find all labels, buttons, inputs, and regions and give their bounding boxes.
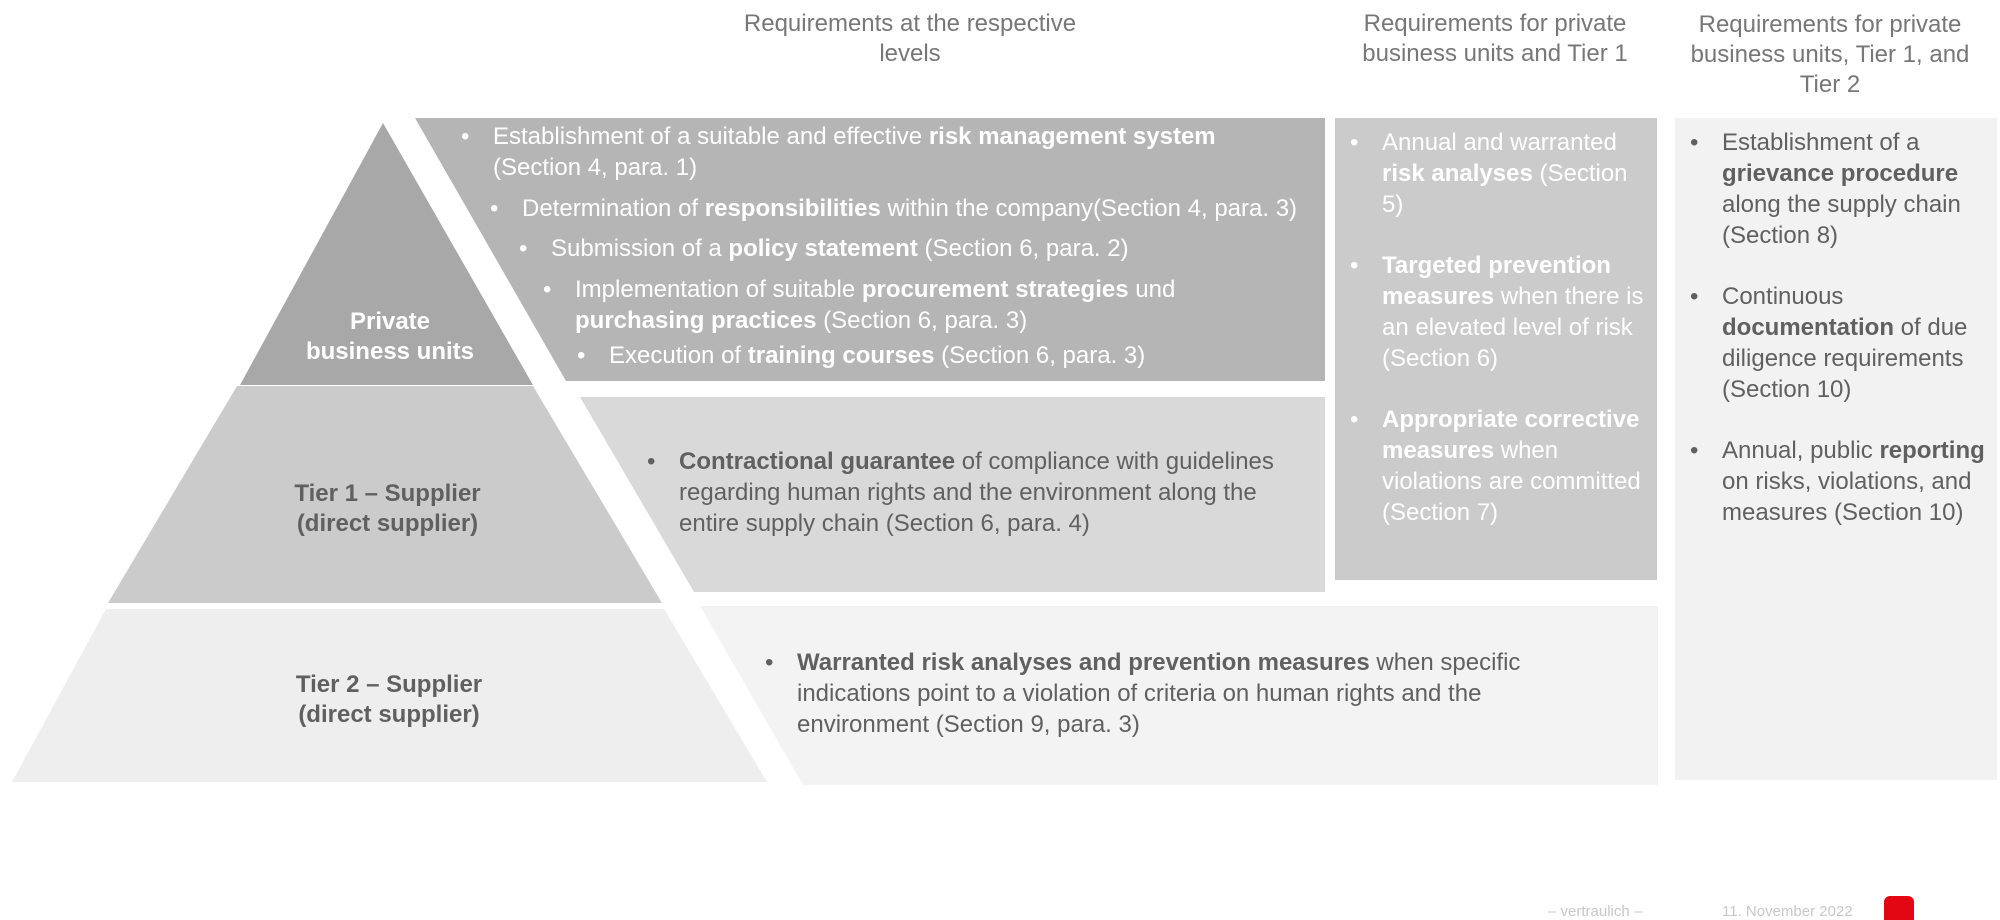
private-requirement-item: [509, 233, 1331, 264]
requirement-keyword: grievance procedure: [1722, 160, 1959, 187]
private-requirement-item: [480, 193, 1382, 224]
requirement-reference: (Section 6, para. 3): [934, 342, 1146, 369]
requirement-text: Annual, public: [1722, 437, 1880, 464]
header-tier1: Requirements for private business units and Tier 1: [1362, 10, 1628, 67]
pyramid-label-tier2-line1: Tier 2 – Supplier: [295, 671, 483, 698]
requirement-text: Implementation of suitable: [575, 276, 862, 303]
private-requirement-item: [451, 121, 1273, 183]
requirement-keyword: risk analyses: [1382, 160, 1533, 187]
tier2-column-list: [1680, 127, 1995, 528]
requirement-text: Submission of a: [551, 235, 729, 262]
tier2-column-item: [1680, 435, 1995, 528]
footer-confidential: – vertraulich –: [1548, 903, 1643, 920]
tier2-column-item: [1680, 281, 1995, 405]
requirement-text: Establishment of a suitable and effective: [493, 123, 929, 150]
requirement-text: Execution of: [609, 342, 748, 369]
header-levels: Requirements at the respective levels: [743, 10, 1077, 67]
requirement-reference: (Section 6, para. 3): [816, 307, 1028, 334]
requirement-text: Continuous: [1722, 283, 1844, 310]
requirement-keyword: risk management system: [928, 123, 1216, 150]
requirement-keyword: responsibilities: [704, 195, 881, 222]
requirement-reference: (Section 6, para. 2): [917, 235, 1129, 262]
requirement-keyword: Appropriate corrective measures: [1382, 406, 1640, 464]
private-requirement-item: [533, 274, 1275, 336]
brand-logo: [1884, 896, 1914, 920]
requirement-reference: (Section 4, para. 1): [493, 154, 698, 181]
tier1-column-item: [1340, 127, 1655, 220]
tier1-requirement-list: [637, 446, 1317, 539]
pyramid-label-tier1-line2: (direct supplier): [296, 510, 479, 537]
pyramid-label-tier2: [260, 670, 518, 730]
tier1-requirement-item: [637, 446, 1317, 539]
requirement-connector: und: [1128, 276, 1176, 303]
requirement-text: when specific indications point to a violation of criteria on human rights and the environment (Section 9, para. 3): [797, 649, 1521, 738]
pyramid-label-private: Private business units: [305, 308, 475, 365]
requirement-keyword: reporting: [1879, 437, 1985, 464]
private-requirement-item: [567, 340, 1329, 371]
requirement-text: of compliance with guidelines regarding human rights and the environment along the entire supply chain (Section 6, para. 4): [679, 448, 1274, 537]
pyramid-label-tier1-line1: Tier 1 – Supplier: [294, 480, 481, 507]
requirement-keyword: Contractional guarantee: [679, 448, 956, 475]
requirement-keyword: purchasing practices: [575, 307, 817, 334]
requirement-text: Determination of: [522, 195, 705, 222]
requirement-reference: when violations are committed (Section 7): [1382, 437, 1641, 526]
requirement-reference: when there is an elevated level of risk (Section 6): [1382, 283, 1644, 372]
header-tier2: Requirements for private business units, Tier 1, and Tier 2: [1690, 11, 1970, 98]
requirement-keyword: policy statement: [728, 235, 918, 262]
requirement-text: Annual and warranted: [1382, 129, 1617, 156]
tier1-column-list: [1340, 127, 1655, 528]
tier2-requirement-list: [755, 647, 1615, 740]
requirement-reference: along the supply chain (Section 8): [1722, 191, 1961, 249]
pyramid-label-tier2-line2: (direct supplier): [298, 701, 480, 728]
tier1-column-item: [1340, 404, 1655, 528]
requirement-keyword: procurement strategies: [861, 276, 1129, 303]
requirement-reference: on risks, violations, and measures (Section 10): [1722, 468, 1972, 526]
requirement-keyword: training courses: [747, 342, 935, 369]
requirement-keyword: documentation: [1722, 314, 1894, 341]
requirement-keyword: Targeted prevention measures: [1382, 252, 1611, 310]
tier2-column-item: [1680, 127, 1995, 251]
requirement-reference: (Section 5): [1382, 160, 1628, 218]
footer-date: 11. November 2022: [1722, 903, 1853, 920]
requirement-reference: of due diligence requirements (Section 10): [1722, 314, 1968, 403]
requirement-reference: within the company(Section 4, para. 3): [880, 195, 1298, 222]
requirement-text: Establishment of a: [1722, 129, 1920, 156]
requirement-keyword: Warranted risk analyses and prevention measures: [797, 649, 1370, 676]
pyramid-label-tier1: [260, 479, 515, 539]
tier2-requirement-item: [755, 647, 1615, 740]
tier1-column-item: [1340, 250, 1655, 374]
